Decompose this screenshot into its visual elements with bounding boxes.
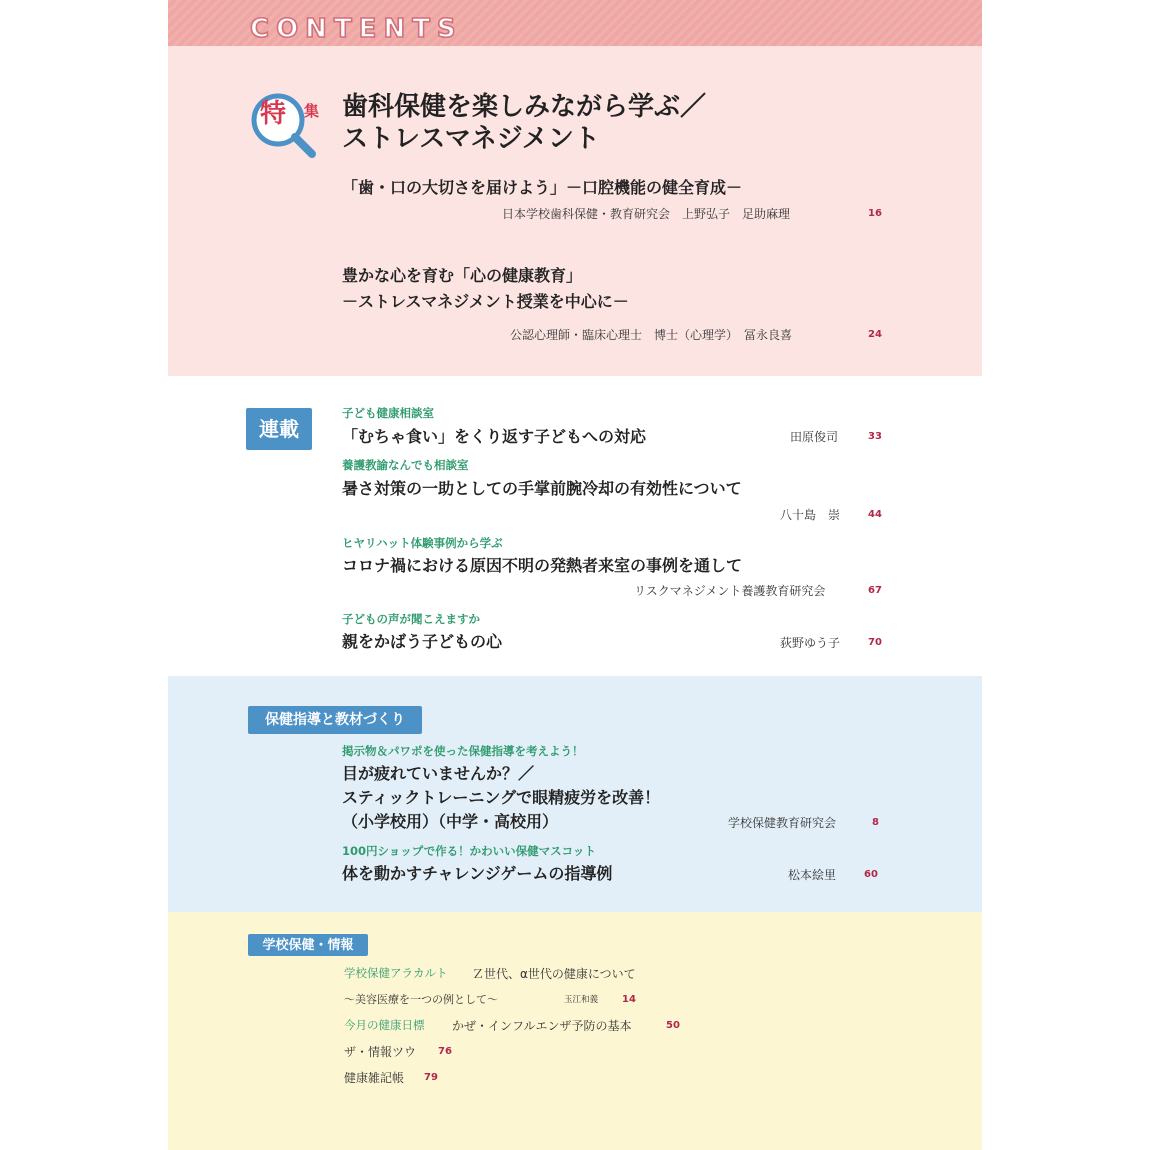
serial-4-author: 荻野ゆう子: [780, 636, 841, 650]
serial-3-author: リスクマネジメント養護教育研究会: [634, 584, 826, 598]
info-row3-text[interactable]: かぜ・インフルエンザ予防の基本: [452, 1019, 632, 1033]
contents-page: [168, 0, 982, 1150]
guidance-1-title-line1[interactable]: 目が疲れていませんか？／: [342, 764, 535, 783]
feature-badge-main: 特: [260, 99, 287, 129]
serial-2-author: 八十島 崇: [780, 508, 841, 522]
info-row2-page: 14: [622, 994, 636, 1005]
header-band: [168, 0, 982, 46]
guidance-2-page: 60: [864, 869, 878, 880]
info-row4-page: 76: [438, 1046, 452, 1057]
serial-3-title[interactable]: コロナ禍における原因不明の発熱者来室の事例を通して: [342, 556, 743, 575]
serial-4-title[interactable]: 親をかばう子どもの心: [342, 632, 503, 651]
serial-4-page: 70: [868, 637, 882, 648]
info-row3-page: 50: [666, 1020, 680, 1031]
serial-3-page: 67: [868, 585, 882, 596]
magnifier-icon: [246, 88, 326, 168]
serial-2-page: 44: [868, 509, 882, 520]
feature-title-line1: 歯科保健を楽しみながら学ぶ／: [342, 92, 707, 122]
guidance-1-category: 掲示物＆パワポを使った保健指導を考えよう！: [342, 744, 584, 758]
info-row4-text[interactable]: ザ・情報ツウ: [344, 1045, 417, 1059]
info-row2-text[interactable]: ～美容医療を一つの例として～: [344, 993, 498, 1006]
info-row2-author: 玉江和義: [564, 995, 599, 1005]
guidance-2-title[interactable]: 体を動かすチャレンジゲームの指導例: [342, 864, 613, 883]
guidance-1-author: 学校保健教育研究会: [728, 816, 837, 830]
feature-article-2-author: 公認心理師・臨床心理士 博士（心理学） 冨永良喜: [510, 328, 793, 342]
feature-article-2-title-line2[interactable]: －ストレスマネジメント授業を中心に－: [342, 292, 629, 311]
serial-3-category: ヒヤリハット体験事例から学ぶ: [342, 536, 503, 550]
guidance-1-page: 8: [872, 817, 879, 828]
school-info-section: [168, 912, 982, 1150]
serial-label: 連載: [246, 408, 312, 450]
guidance-1-title-line2[interactable]: スティックトレーニングで眼精疲労を改善！: [342, 788, 661, 807]
feature-section: [168, 46, 982, 376]
feature-article-2-page: 24: [868, 329, 882, 340]
serial-1-author: 田原俊司: [790, 430, 839, 444]
info-row3-category: 今月の健康日標: [344, 1018, 425, 1032]
info-row5-page: 79: [424, 1072, 438, 1083]
serial-section: [168, 376, 982, 676]
school-info-label: 学校保健・情報: [248, 934, 368, 956]
info-row5-text[interactable]: 健康雑記帳: [344, 1071, 405, 1085]
contents-title: CONTENTS: [250, 14, 463, 44]
guidance-2-category: 100円ショップで作る！かわいい保健マスコット: [342, 844, 596, 858]
serial-1-title[interactable]: 「むちゃ食い」をくり返す子どもへの対応: [342, 427, 647, 446]
guidance-1-title-line3[interactable]: （小学校用）（中学・高校用）: [342, 812, 559, 831]
serial-1-page: 33: [868, 431, 882, 442]
guidance-2-author: 松本絵里: [788, 868, 837, 882]
feature-article-1-title[interactable]: 「歯・口の大切さを届けよう」－口腔機能の健全育成－: [342, 178, 743, 197]
guidance-section: [168, 676, 982, 912]
guidance-label: 保健指導と教材づくり: [248, 706, 422, 734]
serial-4-category: 子どもの声が聞こえますか: [342, 612, 480, 626]
serial-1-category: 子ども健康相談室: [342, 406, 434, 420]
feature-article-1-author: 日本学校歯科保健・教育研究会 上野弘子 足助麻理: [502, 207, 791, 221]
serial-2-category: 養護教諭なんでも相談室: [342, 458, 469, 472]
feature-title-line2: ストレスマネジメント: [342, 124, 600, 154]
feature-badge-sub: 集: [304, 102, 320, 120]
info-row1-category: 学校保健アラカルト: [344, 966, 448, 980]
feature-article-2-title-line1[interactable]: 豊かな心を育む「心の健康教育」: [342, 266, 583, 285]
serial-2-title[interactable]: 暑さ対策の一助としての手掌前腕冷却の有効性について: [342, 479, 742, 498]
info-row1-text[interactable]: Ｚ世代、α世代の健康について: [472, 967, 636, 981]
feature-article-1-page: 16: [868, 208, 882, 219]
